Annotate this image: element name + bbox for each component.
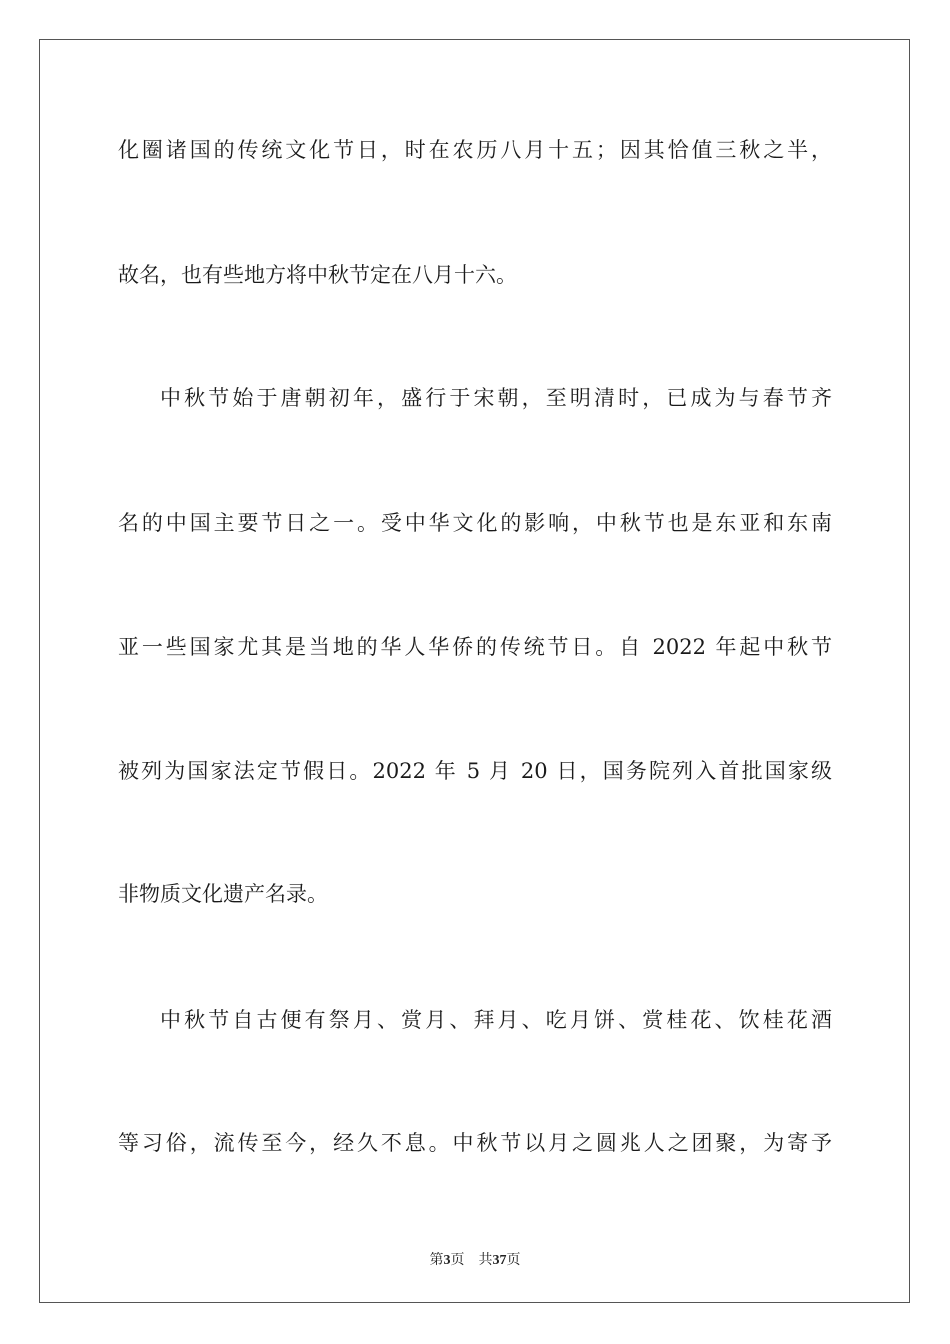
text-line-4: 名的中国主要节日之一。受中华文化的影响，中秋节也是东亚和东南 [118, 511, 832, 535]
text-line-9: 等习俗，流传至今，经久不息。中秋节以月之圆兆人之团聚，为寄予 [118, 1131, 832, 1155]
text-line-6: 被列为国家法定节假日。2022 年 5 月 20 日，国务院列入首批国家级 [118, 759, 832, 783]
text-line-3: 中秋节始于唐朝初年，盛行于宋朝，至明清时，已成为与春节齐 [160, 386, 832, 410]
page-frame [39, 39, 910, 1303]
text-line-5: 亚一些国家尤其是当地的华人华侨的传统节日。自 2022 年起中秋节 [118, 635, 832, 659]
page-prefix: 第 [429, 1253, 444, 1268]
total-suffix: 页 [506, 1253, 521, 1268]
text-line-8: 中秋节自古便有祭月、赏月、拜月、吃月饼、赏桂花、饮桂花酒 [160, 1008, 832, 1032]
total-prefix: 共 [478, 1253, 493, 1268]
page-footer [0, 1249, 950, 1269]
text-line-2: 故名，也有些地方将中秋节定在八月十六。 [118, 263, 517, 287]
text-line-1: 化圈诸国的传统文化节日，时在农历八月十五；因其恰值三秋之半， [118, 138, 832, 162]
page-suffix: 页 [450, 1253, 465, 1268]
total-pages: 37 [492, 1253, 507, 1268]
text-line-7: 非物质文化遗产名录。 [118, 882, 328, 906]
page-number: 3 [443, 1253, 451, 1268]
